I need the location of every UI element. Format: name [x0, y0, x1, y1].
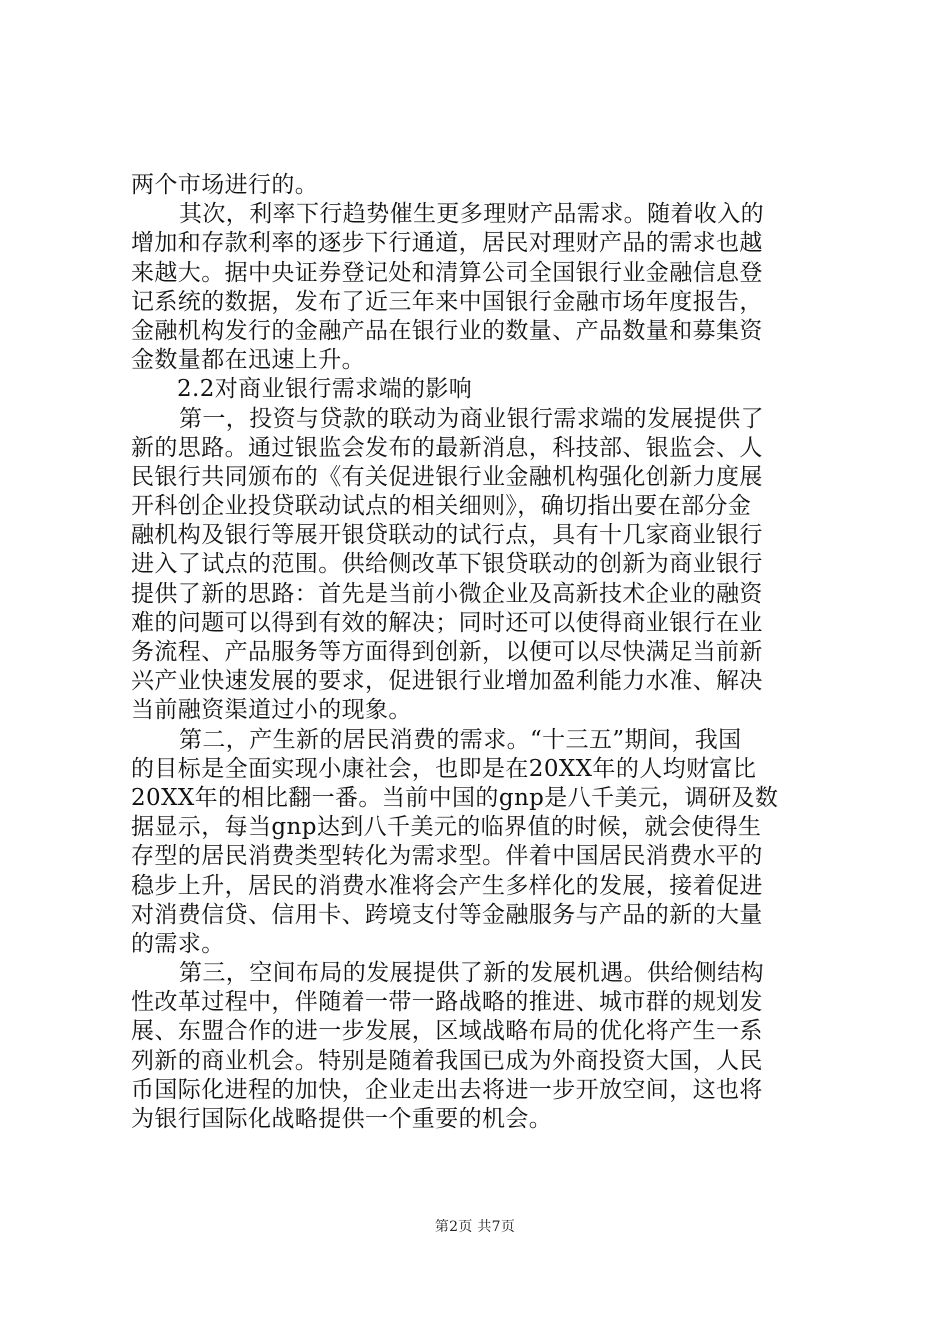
page-footer: 第2页 共7页 [434, 1219, 516, 1235]
text-line: 开科创企业投贷联动试点的相关细则》，确切指出要在部分金 [131, 493, 752, 520]
text-line: 民银行共同颁布的《有关促进银行业金融机构强化创新力度展 [131, 463, 763, 490]
text-line: 对消费信贷、信用卡、跨境支付等金融服务与产品的新的大量 [131, 901, 763, 928]
text-line: 20XX年的相比翻一番。当前中国的gnp是八千美元，调研及数 [131, 784, 779, 811]
text-line: 务流程、产品服务等方面得到创新，以便可以尽快满足当前新 [131, 639, 763, 665]
text-line: 融机构及银行等展开银贷联动的试行点，具有十几家商业银行 [131, 522, 763, 549]
body-text [131, 171, 833, 1134]
text-line: 列新的商业机会。特别是随着我国已成为外商投资大国，人民 [131, 1047, 763, 1074]
text-line: 币国际化进程的加快，企业走出去将进一步开放空间，这也将 [131, 1076, 763, 1103]
section-heading: 2.2对商业银行需求端的影响 [177, 376, 473, 403]
text-line: 第三，空间布局的发展提供了新的发展机遇。供给侧结构 [179, 960, 764, 987]
text-line: 兴产业快速发展的要求，促进银行业增加盈利能力水准、解决 [131, 668, 763, 695]
text-line: 难的问题可以得到有效的解决；同时还可以使得商业银行在业 [131, 609, 763, 636]
text-line: 为银行国际化战略提供一个重要的机会。 [131, 1106, 553, 1132]
text-line: 两个市场进行的。 [131, 172, 319, 198]
text-line: 的目标是全面实现小康社会，也即是在20XX年的人均财富比 [131, 755, 757, 782]
text-line: 金数量都在迅速上升。 [131, 347, 365, 374]
text-line: 据显示，每当gnp达到八千美元的临界值的时候，就会使得生 [131, 814, 762, 841]
text-line: 存型的居民消费类型转化为需求型。伴着中国居民消费水平的 [131, 843, 763, 870]
text-line: 其次，利率下行趋势催生更多理财产品需求。随着收入的 [179, 201, 764, 228]
text-line: 的需求。 [131, 930, 225, 957]
text-line: 进入了试点的范围。供给侧改革下银贷联动的创新为商业银行 [131, 551, 763, 578]
text-line: 第一，投资与贷款的联动为商业银行需求端的发展提供了 [179, 405, 764, 432]
text-line: 性改革过程中，伴随着一带一路战略的推进、城市群的规划发 [131, 989, 763, 1016]
text-line: 金融机构发行的金融产品在银行业的数量、产品数量和募集资 [131, 317, 763, 344]
text-line: 增加和存款利率的逐步下行通道，居民对理财产品的需求也越 [131, 230, 763, 257]
text-line: 第二，产生新的居民消费的需求。“十三五”期间，我国 [179, 726, 742, 753]
text-line: 提供了新的思路：首先是当前小微企业及高新技术企业的融资 [131, 580, 763, 607]
text-line: 展、东盟合作的进一步发展，区域战略布局的优化将产生一系 [131, 1018, 763, 1045]
text-line: 新的思路。通过银监会发布的最新消息，科技部、银监会、人 [131, 434, 763, 461]
text-line: 稳步上升，居民的消费水准将会产生多样化的发展，接着促进 [131, 872, 763, 899]
text-line: 记系统的数据，发布了近三年来中国银行金融市场年度报告， [131, 288, 763, 315]
text-line: 当前融资渠道过小的现象。 [131, 697, 412, 724]
text-line: 来越大。据中央证券登记处和清算公司全国银行业金融信息登 [131, 259, 763, 286]
